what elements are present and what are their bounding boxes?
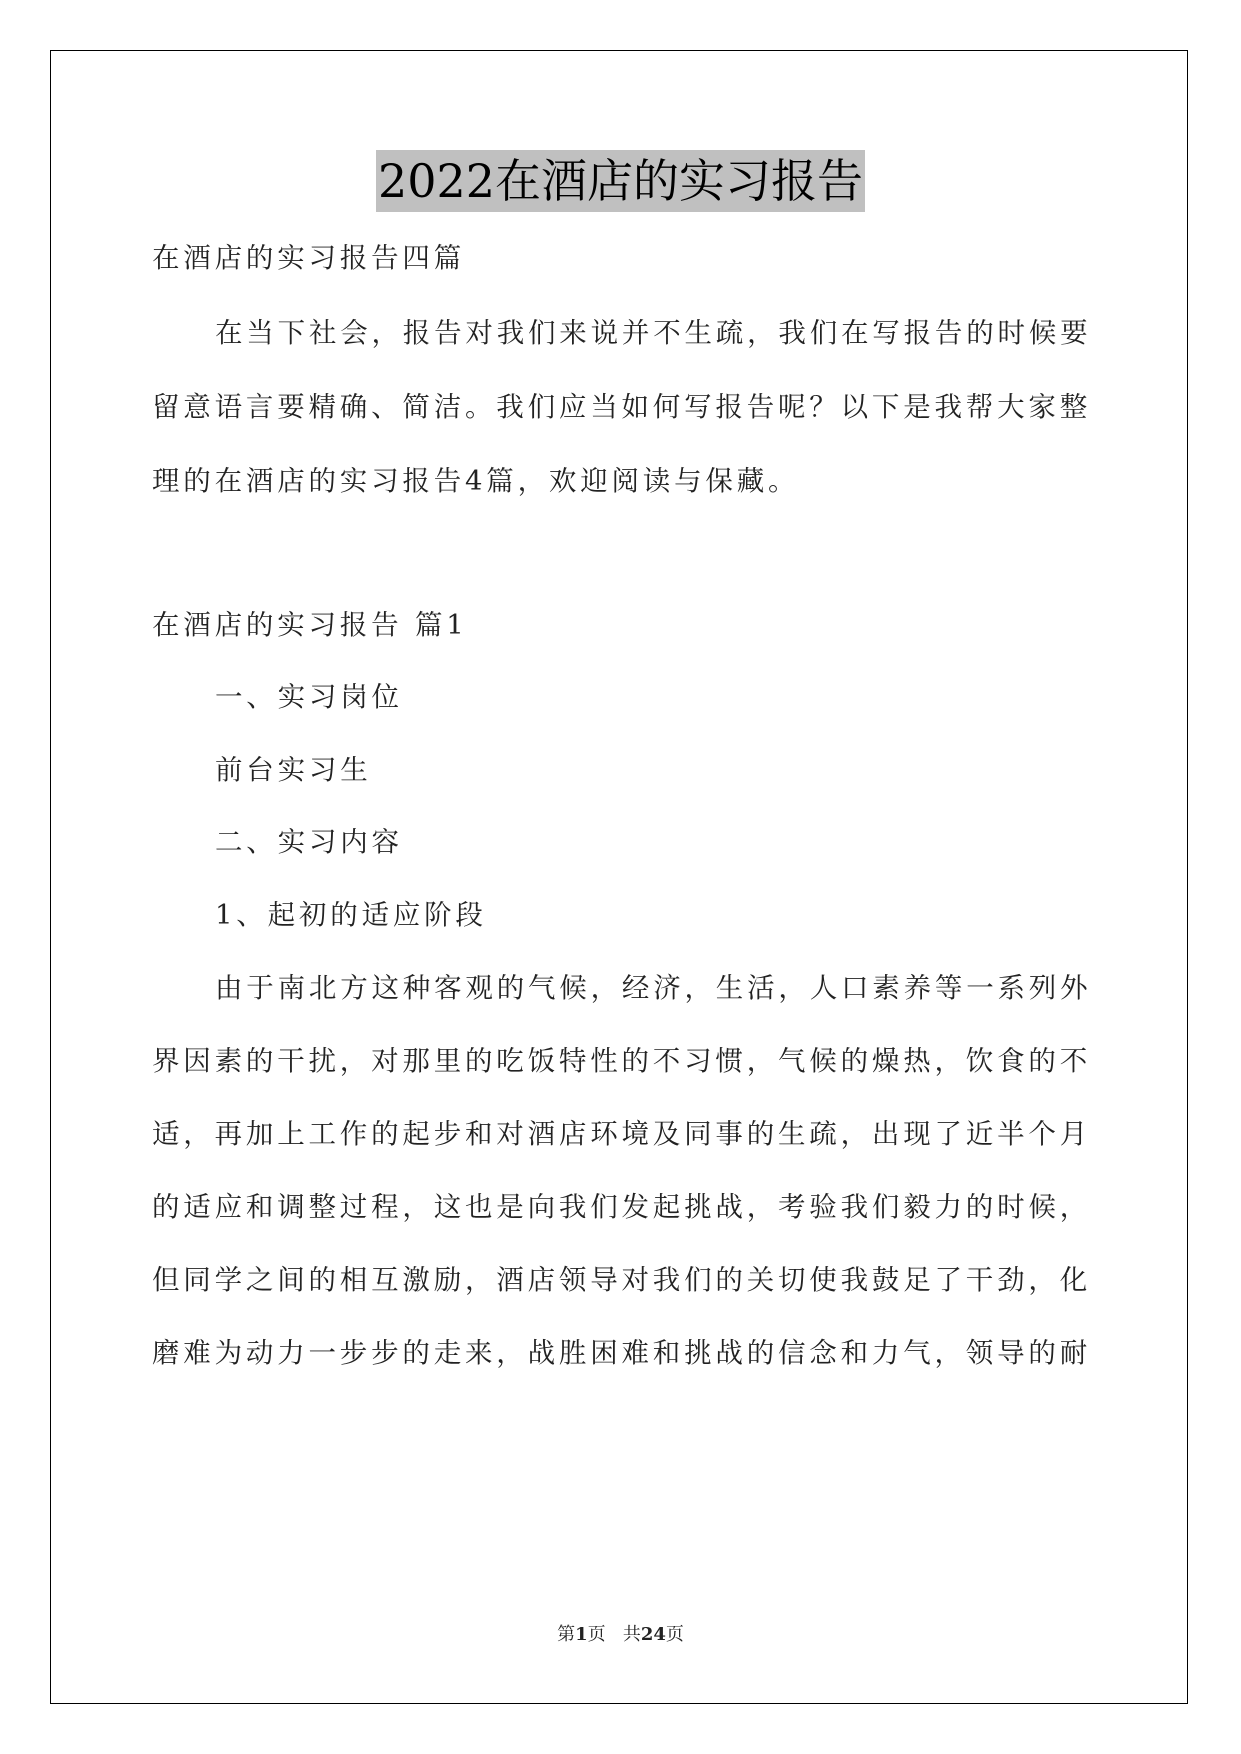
- page-border: [50, 50, 1188, 1704]
- paragraph-line: 前台实习生: [215, 754, 372, 786]
- paragraph-line: 由于南北方这种客观的气候，经济，生活，人口素养等一系列外: [215, 972, 1092, 1004]
- section-heading: 在酒店的实习报告 篇1: [152, 609, 468, 641]
- subheading: 1、起初的适应阶段: [215, 899, 487, 931]
- page-number: 1: [575, 1624, 588, 1645]
- total-suffix: 页: [665, 1624, 684, 1645]
- total-prefix: 共: [622, 1624, 641, 1645]
- paragraph-line: 界因素的干扰，对那里的吃饭特性的不习惯，气候的燥热，饮食的不: [152, 1045, 1091, 1077]
- paragraph-line: 留意语言要精确、简洁。我们应当如何写报告呢？以下是我帮大家整: [152, 391, 1091, 423]
- page-footer: [0, 1620, 1241, 1646]
- subtitle: 在酒店的实习报告四篇: [152, 242, 465, 274]
- document-title: 2022在酒店的实习报告: [376, 150, 865, 212]
- paragraph-line: 在当下社会，报告对我们来说并不生疏，我们在写报告的时候要: [215, 317, 1092, 349]
- subheading: 二、实习内容: [215, 826, 403, 858]
- page-prefix: 第: [557, 1624, 576, 1645]
- title-container: [0, 150, 1241, 212]
- paragraph-line: 但同学之间的相互激励，酒店领导对我们的关切使我鼓足了干劲，化: [152, 1264, 1091, 1296]
- paragraph-line: 适，再加上工作的起步和对酒店环境及同事的生疏，出现了近半个月: [152, 1118, 1091, 1150]
- paragraph-line: 磨难为动力一步步的走来，战胜困难和挑战的信念和力气，领导的耐: [152, 1337, 1091, 1369]
- page-suffix: 页: [587, 1624, 606, 1645]
- paragraph-line: 理的在酒店的实习报告4篇，欢迎阅读与保藏。: [152, 465, 800, 497]
- paragraph-line: 的适应和调整过程，这也是向我们发起挑战，考验我们毅力的时候，: [152, 1191, 1091, 1223]
- total-pages: 24: [640, 1624, 666, 1645]
- subheading: 一、实习岗位: [215, 681, 403, 713]
